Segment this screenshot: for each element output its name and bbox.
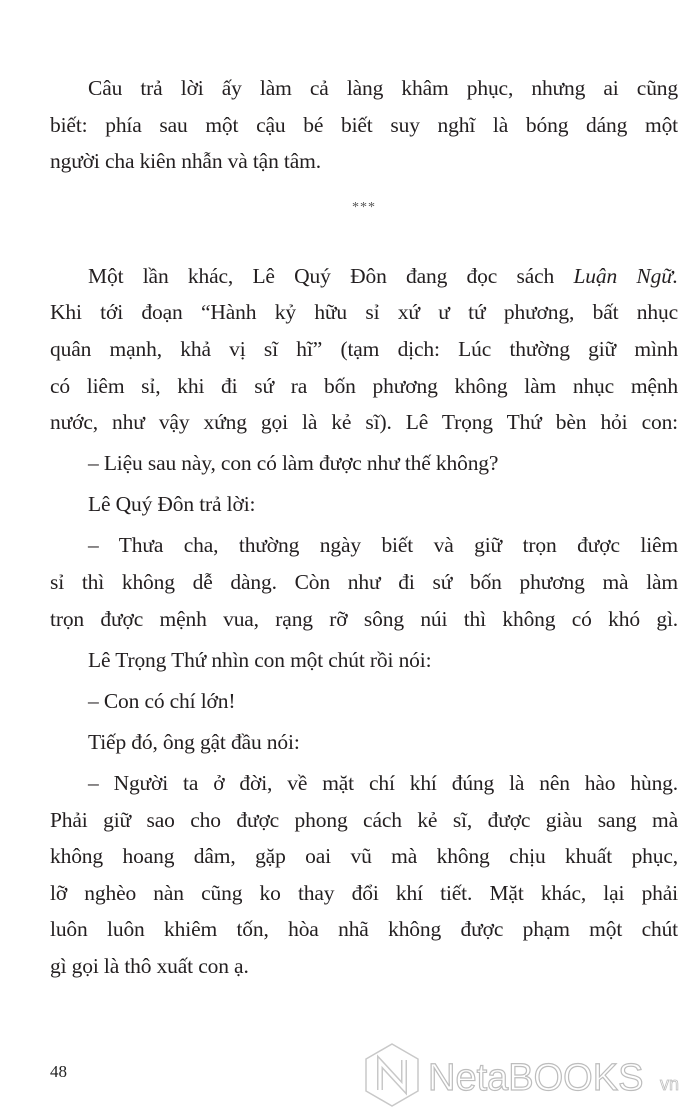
text-line: Lê Quý Đôn trả lời: (88, 492, 256, 517)
text-line: quân mạnh, khả vị sĩ hĩ” (tạm dịch: Lúc thường giữ mình (50, 336, 678, 361)
text-line: không hoang dâm, gặp oai vũ mà không chịu khuất phục, (50, 844, 678, 869)
text-line: Câu trả lời ấy làm cả làng khâm phục, nhưng ai cũng (88, 76, 678, 100)
text-line: người cha kiên nhẫn và tận tâm. (50, 149, 321, 174)
text-line: sỉ thì không dễ dàng. Còn như đi sứ bốn phương mà làm (50, 570, 678, 595)
text-line: – Con có chí lớn! (88, 688, 236, 713)
paragraph (50, 683, 678, 720)
text-line: nước, như vậy xứng gọi là kẻ sĩ). Lê Trọng Thứ bèn hỏi con: (50, 410, 678, 435)
text-line: luôn luôn khiêm tốn, hòa nhã không được phạm một chút (50, 917, 678, 942)
section-separator: *** (352, 199, 376, 215)
page-number: 48 (50, 1062, 67, 1081)
paragraph (50, 765, 678, 985)
paragraph (50, 724, 678, 761)
watermark-domain: vn (660, 1074, 680, 1094)
text-line: – Người ta ở đời, về mặt chí khí đúng là nên hào hùng. (88, 771, 678, 795)
paragraph (50, 642, 678, 679)
paragraph (50, 445, 678, 482)
text-line: Phải giữ sao cho được phong cách kẻ sĩ, được giàu sang mà (50, 807, 678, 832)
hexagon-n-icon (366, 1044, 418, 1106)
text-line: gì gọi là thô xuất con ạ. (50, 953, 249, 978)
paragraph (50, 70, 678, 180)
text-line: biết: phía sau một cậu bé biết suy nghĩ là bóng dáng một (50, 112, 678, 137)
text-line (50, 258, 678, 295)
paragraph (50, 258, 678, 441)
text-line: Lê Trọng Thứ nhìn con một chút rồi nói: (88, 647, 432, 672)
text-line: lỡ nghèo nàn cũng ko thay đổi khí tiết. Mặt khác, lại phải (50, 880, 678, 905)
text-line: Khi tới đoạn “Hành kỷ hữu sỉ xứ ư tứ phương, bất nhục (50, 300, 678, 325)
book-title: Luận Ngữ. (573, 263, 678, 288)
paragraph (50, 486, 678, 523)
text-span: Một lần khác, Lê Quý Đôn đang đọc sách (88, 263, 574, 288)
text-line: – Thưa cha, thường ngày biết và giữ trọn được liêm (88, 533, 678, 558)
text-line: – Liệu sau này, con có làm được như thế không? (88, 451, 499, 476)
text-line: trọn được mệnh vua, rạng rỡ sông núi thì không có khó gì. (50, 606, 678, 631)
watermark-text: NetaBOOKS (428, 1057, 644, 1099)
page-body (50, 70, 678, 989)
paragraph (50, 527, 678, 637)
text-line: có liêm sỉ, khi đi sứ ra bốn phương không làm nhục mệnh (50, 373, 678, 398)
text-line: Tiếp đó, ông gật đầu nói: (88, 729, 300, 754)
netabooks-watermark-logo (360, 1040, 700, 1110)
